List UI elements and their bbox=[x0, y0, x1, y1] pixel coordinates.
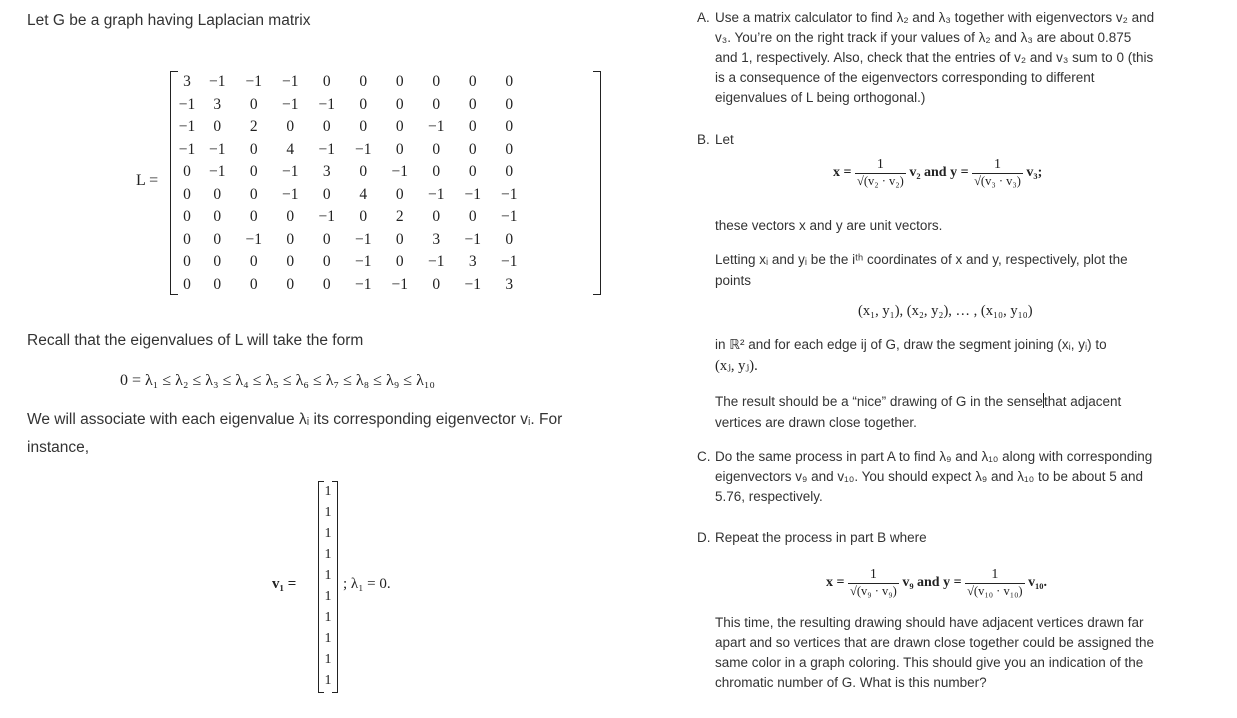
matrix-cell: 0 bbox=[213, 208, 222, 226]
matrix-cell: −1 bbox=[318, 140, 335, 158]
text-line: eigenvectors v₉ and v₁₀. You should expect λ₉ and λ₁₀ to be about 5 and bbox=[715, 469, 1144, 484]
part-c-letter: C. bbox=[697, 449, 711, 464]
matrix-cell: 0 bbox=[249, 253, 258, 271]
matrix-row bbox=[175, 116, 528, 139]
matrix-row bbox=[175, 184, 528, 207]
matrix-cell: 0 bbox=[286, 275, 295, 293]
matrix-cell: −1 bbox=[428, 118, 445, 136]
matrix-cell: 0 bbox=[249, 185, 258, 203]
matrix-cell: 0 bbox=[432, 208, 441, 226]
matrix-cell: −1 bbox=[209, 163, 226, 181]
matrix-cell: 0 bbox=[183, 208, 191, 226]
matrix-cell: 0 bbox=[432, 275, 441, 293]
matrix-cell: −1 bbox=[282, 95, 299, 113]
matrix-cell: −1 bbox=[178, 95, 196, 113]
matrix-cell: 0 bbox=[213, 185, 222, 203]
text-line: is a consequence of the eigenvectors corresponding to different bbox=[715, 70, 1095, 85]
matrix-cell: 0 bbox=[505, 73, 514, 91]
fraction-den: √(v₂ · v₂) bbox=[856, 174, 904, 188]
vector-left-bracket bbox=[318, 481, 324, 693]
part-b-result-line2: vertices are drawn close together. bbox=[715, 415, 917, 430]
matrix-label: L = bbox=[136, 172, 159, 189]
part-b-equation bbox=[833, 157, 1042, 189]
vector-entry: 1 bbox=[324, 547, 332, 562]
vector-entry: 1 bbox=[324, 610, 332, 625]
part-a-letter: A. bbox=[697, 10, 710, 25]
matrix-cell: −1 bbox=[245, 230, 262, 248]
fraction-v2 bbox=[855, 157, 906, 189]
part-b-result-line1 bbox=[715, 392, 1121, 412]
eq-end: v₃; bbox=[1026, 165, 1043, 181]
matrix-cell: 0 bbox=[395, 73, 404, 91]
matrix-cell: 4 bbox=[286, 140, 295, 158]
matrix-cell: 0 bbox=[322, 253, 331, 271]
part-d-intro: Repeat the process in part B where bbox=[715, 530, 927, 545]
matrix-cell: −1 bbox=[178, 118, 196, 136]
v1-label: v₁ = bbox=[272, 576, 297, 592]
part-b-letter: B. bbox=[697, 132, 710, 147]
matrix-cell: −1 bbox=[428, 185, 445, 203]
matrix-row bbox=[175, 139, 528, 162]
vector-entry: 1 bbox=[324, 526, 332, 541]
matrix-cell: 0 bbox=[395, 253, 404, 271]
matrix-cell: −1 bbox=[282, 163, 299, 181]
matrix-cell: 3 bbox=[322, 163, 331, 181]
matrix-cell: 0 bbox=[213, 118, 222, 136]
matrix-cell: 0 bbox=[183, 230, 191, 248]
part-c bbox=[715, 447, 1230, 507]
matrix-cell: 0 bbox=[359, 163, 368, 181]
fraction-num: 1 bbox=[991, 567, 999, 582]
matrix-cell: 0 bbox=[432, 163, 441, 181]
text-line: apart and so vertices that are drawn close together could be assigned the bbox=[715, 635, 1155, 650]
vector-entry: 1 bbox=[324, 484, 332, 499]
matrix-cell: 0 bbox=[468, 163, 477, 181]
matrix-cell: 0 bbox=[249, 275, 258, 293]
part-b-let: Let bbox=[715, 132, 734, 147]
fraction-v3 bbox=[972, 157, 1023, 189]
matrix-cell: 0 bbox=[505, 140, 514, 158]
matrix-cell: 0 bbox=[322, 185, 331, 203]
matrix-cell: 0 bbox=[359, 73, 368, 91]
text-line: v₃. You’re on the right track if your values of λ₂ and λ₃ are about 0.875 bbox=[715, 30, 1132, 45]
matrix-cell: −1 bbox=[318, 208, 335, 226]
matrix-cell: 0 bbox=[183, 253, 191, 271]
matrix-cell: 3 bbox=[213, 95, 222, 113]
matrix-row bbox=[175, 161, 528, 184]
matrix-cell: 0 bbox=[249, 163, 258, 181]
fraction-den: √(v₃ · v₃) bbox=[974, 174, 1021, 188]
matrix-cell: 0 bbox=[395, 185, 404, 203]
matrix-cell: 0 bbox=[395, 140, 404, 158]
matrix-cell: 3 bbox=[505, 275, 514, 293]
matrix-cell: 0 bbox=[505, 230, 514, 248]
matrix-cell: 0 bbox=[359, 118, 368, 136]
text-line: This time, the resulting drawing should have adjacent vertices drawn far bbox=[715, 615, 1144, 630]
associate-text-line2: instance, bbox=[27, 439, 90, 456]
matrix-cell: 0 bbox=[359, 95, 368, 113]
associate-text-line1: We will associate with each eigenvalue λᵢ its corresponding eigenvector vᵢ. For bbox=[27, 411, 563, 428]
recall-text: Recall that the eigenvalues of L will take the form bbox=[27, 332, 364, 349]
matrix-cell: 4 bbox=[359, 185, 368, 203]
intro-text: Let G be a graph having Laplacian matrix bbox=[27, 12, 311, 29]
matrix-cell: −1 bbox=[209, 73, 226, 91]
matrix-cell: 3 bbox=[432, 230, 441, 248]
matrix-cell: 0 bbox=[322, 230, 331, 248]
result-text-a: The result should be a “nice” drawing of G in the sense bbox=[715, 394, 1043, 409]
matrix-cell: 2 bbox=[249, 118, 258, 136]
text-line: and 1, respectively. Also, check that the entries of v₂ and v₃ sum to 0 (this bbox=[715, 50, 1154, 65]
vector-entry: 1 bbox=[324, 631, 332, 646]
points-list: (x₁, y₁), (x₂, y₂), … , (x₁₀, y₁₀) bbox=[858, 303, 1033, 319]
matrix-cell: 0 bbox=[468, 140, 477, 158]
v1-vector bbox=[318, 481, 338, 693]
eq-x-label: x = bbox=[833, 165, 852, 181]
matrix-cell: −1 bbox=[391, 275, 408, 293]
matrix-cell: 0 bbox=[468, 208, 477, 226]
fraction-den: √(v₁₀ · v₁₀) bbox=[967, 584, 1023, 598]
matrix-cell: −1 bbox=[355, 140, 372, 158]
matrix-cell: 0 bbox=[183, 163, 191, 181]
part-b-letting-line2: points bbox=[715, 273, 752, 288]
matrix-cell: 0 bbox=[286, 118, 295, 136]
matrix-row bbox=[175, 229, 528, 252]
matrix-cell: 0 bbox=[213, 275, 222, 293]
matrix-cell: 0 bbox=[432, 95, 441, 113]
part-b-edge-line2: (xⱼ, yⱼ). bbox=[715, 358, 758, 374]
matrix-cell: 0 bbox=[395, 230, 404, 248]
fraction-num: 1 bbox=[869, 567, 877, 582]
fraction-den: √(v₉ · v₉) bbox=[849, 584, 897, 598]
matrix-cell: 0 bbox=[183, 275, 191, 293]
matrix-cell: 0 bbox=[249, 95, 258, 113]
fraction-num: 1 bbox=[876, 157, 884, 172]
matrix-cell: 0 bbox=[505, 163, 514, 181]
v1-eigenvalue: ; λ₁ = 0. bbox=[343, 576, 391, 592]
eq-end: v₁₀. bbox=[1028, 575, 1047, 591]
matrix-table bbox=[175, 71, 528, 296]
text-line: same color in a graph coloring. This should give you an indication of the bbox=[715, 655, 1144, 670]
part-a bbox=[715, 8, 1230, 108]
matrix-cell: −1 bbox=[245, 73, 262, 91]
matrix-row bbox=[175, 274, 528, 297]
fraction-v10 bbox=[965, 567, 1025, 599]
matrix-cell: 0 bbox=[286, 253, 295, 271]
part-b-unit: these vectors x and y are unit vectors. bbox=[715, 218, 943, 233]
matrix-cell: 0 bbox=[183, 185, 191, 203]
laplacian-matrix bbox=[175, 71, 605, 297]
matrix-cell: −1 bbox=[464, 185, 481, 203]
matrix-cell: 0 bbox=[322, 73, 331, 91]
matrix-cell: −1 bbox=[178, 140, 196, 158]
matrix-cell: −1 bbox=[355, 230, 372, 248]
matrix-cell: −1 bbox=[209, 140, 226, 158]
text-line: 5.76, respectively. bbox=[715, 489, 823, 504]
matrix-cell: 0 bbox=[505, 118, 514, 136]
matrix-cell: −1 bbox=[501, 208, 518, 226]
matrix-cell: 3 bbox=[183, 73, 191, 91]
matrix-cell: 0 bbox=[468, 73, 477, 91]
matrix-cell: −1 bbox=[501, 185, 518, 203]
matrix-cell: 0 bbox=[432, 140, 441, 158]
part-d-body bbox=[715, 613, 1230, 693]
text-line: Use a matrix calculator to find λ₂ and λ₃ together with eigenvectors v₂ and bbox=[715, 10, 1155, 25]
matrix-cell: 0 bbox=[322, 275, 331, 293]
fraction-num: 1 bbox=[993, 157, 1001, 172]
matrix-cell: −1 bbox=[428, 253, 445, 271]
vector-right-bracket bbox=[332, 481, 338, 693]
vector-entry: 1 bbox=[324, 505, 332, 520]
matrix-cell: 0 bbox=[286, 208, 295, 226]
matrix-cell: 0 bbox=[432, 73, 441, 91]
matrix-cell: 3 bbox=[468, 253, 477, 271]
matrix-cell: −1 bbox=[355, 253, 372, 271]
text-line: Do the same process in part A to find λ₉ and λ₁₀ along with corresponding bbox=[715, 449, 1153, 464]
vector-entry: 1 bbox=[324, 589, 332, 604]
matrix-cell: −1 bbox=[501, 253, 518, 271]
matrix-left-bracket bbox=[170, 71, 178, 295]
vector-entry: 1 bbox=[324, 652, 332, 667]
matrix-cell: −1 bbox=[464, 230, 481, 248]
matrix-cell: −1 bbox=[355, 275, 372, 293]
part-d-letter: D. bbox=[697, 530, 711, 545]
matrix-cell: 0 bbox=[505, 95, 514, 113]
matrix-cell: −1 bbox=[391, 163, 408, 181]
matrix-cell: 0 bbox=[249, 208, 258, 226]
matrix-row bbox=[175, 94, 528, 117]
part-b-letting-line1: Letting xᵢ and yᵢ be the iᵗʰ coordinates of x and y, respectively, plot the bbox=[715, 252, 1128, 267]
text-line: chromatic number of G. What is this number? bbox=[715, 675, 987, 690]
matrix-cell: −1 bbox=[282, 185, 299, 203]
vector-entry: 1 bbox=[324, 568, 332, 583]
matrix-right-bracket bbox=[593, 71, 601, 295]
eq-x-label: x = bbox=[826, 575, 845, 591]
matrix-cell: 0 bbox=[468, 118, 477, 136]
matrix-cell: 0 bbox=[322, 118, 331, 136]
matrix-cell: 0 bbox=[395, 95, 404, 113]
matrix-cell: 0 bbox=[213, 230, 222, 248]
vector-entry: 1 bbox=[324, 673, 332, 688]
matrix-row bbox=[175, 71, 528, 94]
matrix-cell: 0 bbox=[395, 118, 404, 136]
text-line: eigenvalues of L being orthogonal.) bbox=[715, 90, 926, 105]
part-b-edge-line1: in ℝ² and for each edge ij of G, draw the segment joining (xᵢ, yᵢ) to bbox=[715, 337, 1107, 352]
matrix-cell: −1 bbox=[282, 73, 299, 91]
eigenvalue-order: 0 = λ₁ ≤ λ₂ ≤ λ₃ ≤ λ₄ ≤ λ₅ ≤ λ₆ ≤ λ₇ ≤ λ₈ ≤ λ₉ ≤ λ₁₀ bbox=[120, 372, 435, 389]
matrix-cell: 0 bbox=[286, 230, 295, 248]
matrix-cell: −1 bbox=[318, 95, 335, 113]
eq-mid: v₉ and y = bbox=[902, 575, 962, 591]
matrix-row bbox=[175, 251, 528, 274]
matrix-row bbox=[175, 206, 528, 229]
eq-mid: v₂ and y = bbox=[909, 165, 969, 181]
result-text-b: that adjacent bbox=[1043, 394, 1122, 409]
matrix-cell: 0 bbox=[213, 253, 222, 271]
part-d-equation bbox=[826, 567, 1047, 599]
fraction-v9 bbox=[848, 567, 899, 599]
matrix-cell: −1 bbox=[464, 275, 481, 293]
matrix-cell: 2 bbox=[395, 208, 404, 226]
matrix-cell: 0 bbox=[468, 95, 477, 113]
matrix-cell: 0 bbox=[249, 140, 258, 158]
matrix-cell: 0 bbox=[359, 208, 368, 226]
